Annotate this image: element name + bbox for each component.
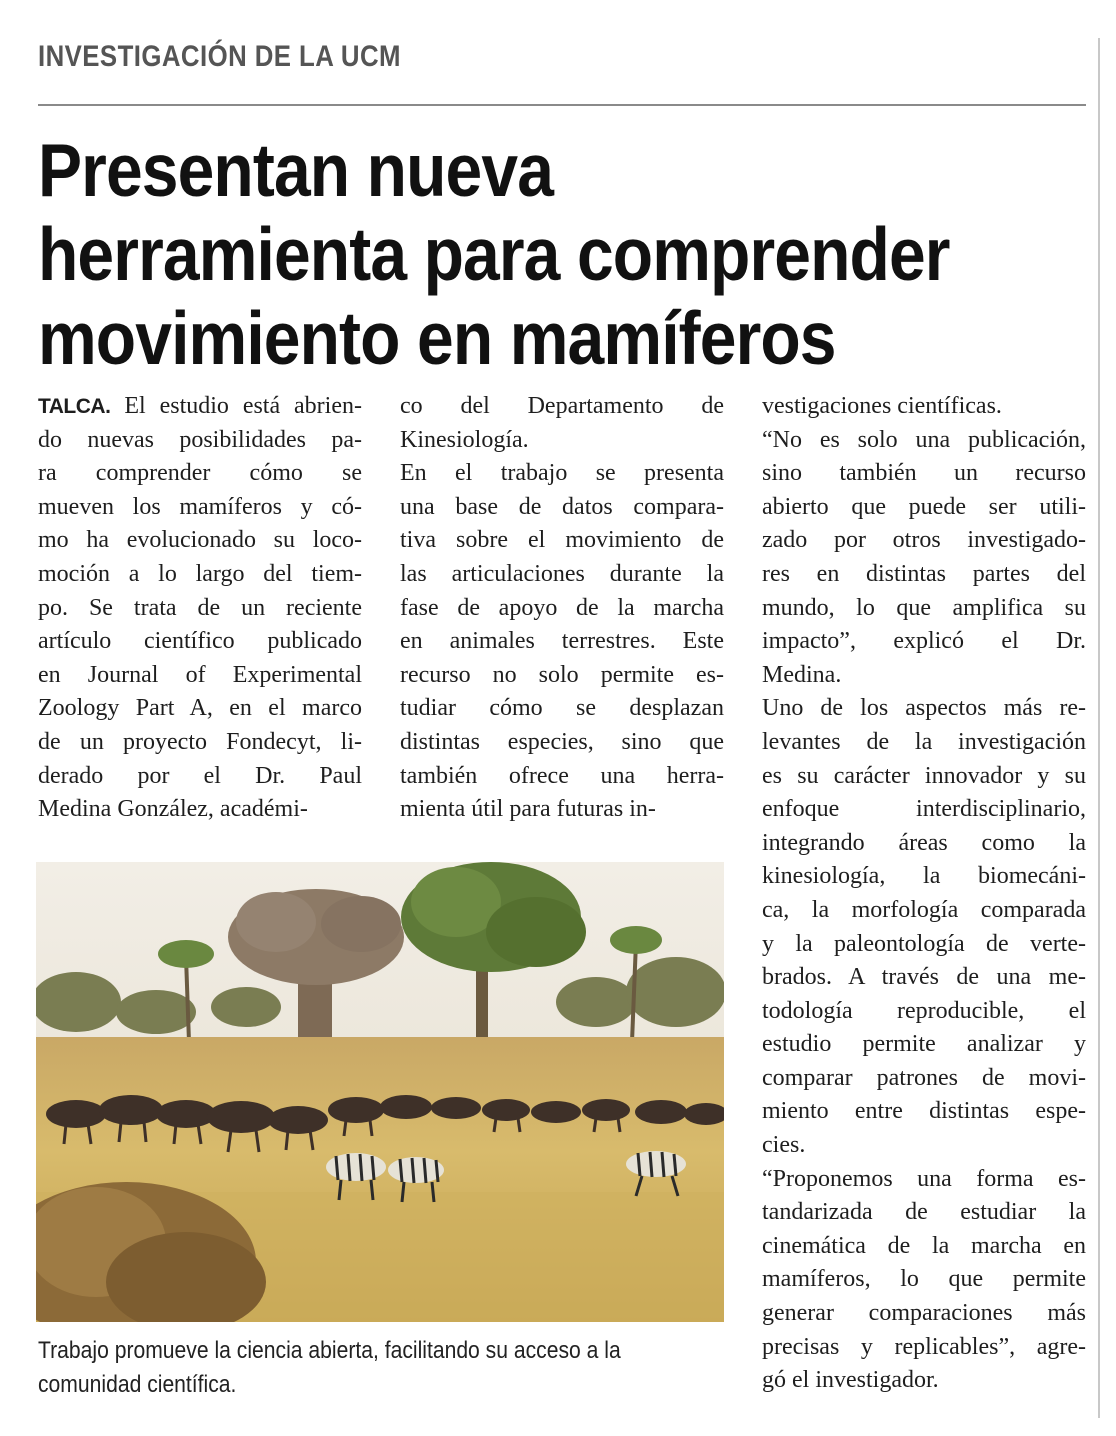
article-line: zado por otros investigado- xyxy=(762,527,1086,554)
article-line: brados. A través de una me- xyxy=(762,964,1086,991)
article-line: fase de apoyo de la marcha xyxy=(400,594,724,621)
article-line: cinemática de la marcha en xyxy=(762,1232,1086,1259)
article-line: Zoology Part A, en el marco xyxy=(38,695,362,722)
article-line: En el trabajo se presenta xyxy=(400,460,724,487)
article-line: comparar patrones de movi- xyxy=(762,1064,1086,1091)
caption-line: Trabajo promueve la ciencia abierta, facilitando su acceso a la xyxy=(38,1337,621,1364)
article-line: cies. xyxy=(762,1132,806,1159)
article-line: tudiar cómo se desplazan xyxy=(400,695,724,722)
article-line: miento entre distintas espe- xyxy=(762,1098,1086,1125)
article-line: Uno de los aspectos más re- xyxy=(762,695,1086,722)
article-line: Medina. xyxy=(762,661,842,688)
article-line: es su carácter innovador y su xyxy=(762,762,1086,789)
article-line-text: El estudio está abrien- xyxy=(110,393,362,419)
article-line: estudio permite analizar y xyxy=(762,1031,1086,1058)
article-line: generar comparaciones más xyxy=(762,1300,1086,1327)
article-line: recurso no solo permite es- xyxy=(400,661,724,688)
article-line: en Journal of Experimental xyxy=(38,661,362,688)
article-line: ra comprender cómo se xyxy=(38,460,362,487)
article-line: mo ha evolucionado su loco- xyxy=(38,527,362,554)
headline xyxy=(38,128,962,380)
section-kicker: INVESTIGACIÓN DE LA UCM xyxy=(38,40,401,73)
article-line: moción a lo largo del tiem- xyxy=(38,560,362,587)
article-line: derado por el Dr. Paul xyxy=(38,762,362,789)
article-line: Kinesiología. xyxy=(400,426,529,453)
article-line: mundo, lo que amplifica su xyxy=(762,594,1086,621)
article-line: abierto que puede ser utili- xyxy=(762,493,1086,520)
article-line: enfoque interdisciplinario, xyxy=(762,796,1086,823)
article-line: todología reproducible, el xyxy=(762,997,1086,1024)
article-line: tandarizada de estudiar la xyxy=(762,1199,1086,1226)
article-line: do nuevas posibilidades pa- xyxy=(38,426,362,453)
photo-caption xyxy=(38,1334,645,1402)
article-photo-savanna-herd xyxy=(36,862,724,1322)
article-line: po. Se trata de un reciente xyxy=(38,594,362,621)
article-line: impacto”, explicó el Dr. xyxy=(762,628,1086,655)
article-line: integrando áreas como la xyxy=(762,829,1086,856)
article-line: res en distintas partes del xyxy=(762,560,1086,587)
headline-line: movimiento en mamíferos xyxy=(38,296,836,380)
article-line xyxy=(38,390,362,424)
article-line: “Proponemos una forma es- xyxy=(762,1165,1086,1192)
article-line: sino también un recurso xyxy=(762,460,1086,487)
article-line: “No es solo una publicación, xyxy=(762,426,1086,453)
article-line: también ofrece una herra- xyxy=(400,762,724,789)
article-line: Medina González, académi- xyxy=(38,796,308,823)
page-edge-line xyxy=(1098,38,1100,1418)
article-column-3 xyxy=(762,390,1086,1398)
article-line: tiva sobre el movimiento de xyxy=(400,527,724,554)
caption-line: comunidad científica. xyxy=(38,1371,237,1398)
article-line: distintas especies, sino que xyxy=(400,728,724,755)
article-line: en animales terrestres. Este xyxy=(400,628,724,655)
article-line: de un proyecto Fondecyt, li- xyxy=(38,728,362,755)
article-line: precisas y replicables”, agre- xyxy=(762,1333,1086,1360)
dateline: TALCA. xyxy=(38,395,111,418)
headline-line: Presentan nueva xyxy=(38,128,554,212)
article-column-2 xyxy=(400,390,724,827)
article-line: mueven los mamíferos y có- xyxy=(38,493,362,520)
article-line: mamíferos, lo que permite xyxy=(762,1266,1086,1293)
article-line: y la paleontología de verte- xyxy=(762,930,1086,957)
article-line: ca, la morfología comparada xyxy=(762,896,1086,923)
headline-line: herramienta para comprender xyxy=(38,212,950,296)
article-line: las articulaciones durante la xyxy=(400,560,724,587)
article-line: artículo científico publicado xyxy=(38,628,362,655)
article-line: co del Departamento de xyxy=(400,393,724,419)
article-line: gó el investigador. xyxy=(762,1367,939,1394)
article-line: vestigaciones científicas. xyxy=(762,393,1002,419)
article-line: mienta útil para futuras in- xyxy=(400,796,656,823)
header-divider xyxy=(38,104,1086,106)
article-line: kinesiología, la biomecáni- xyxy=(762,863,1086,890)
article-line: una base de datos compara- xyxy=(400,493,724,520)
article-line: levantes de la investigación xyxy=(762,728,1086,755)
article-column-1 xyxy=(38,390,362,827)
